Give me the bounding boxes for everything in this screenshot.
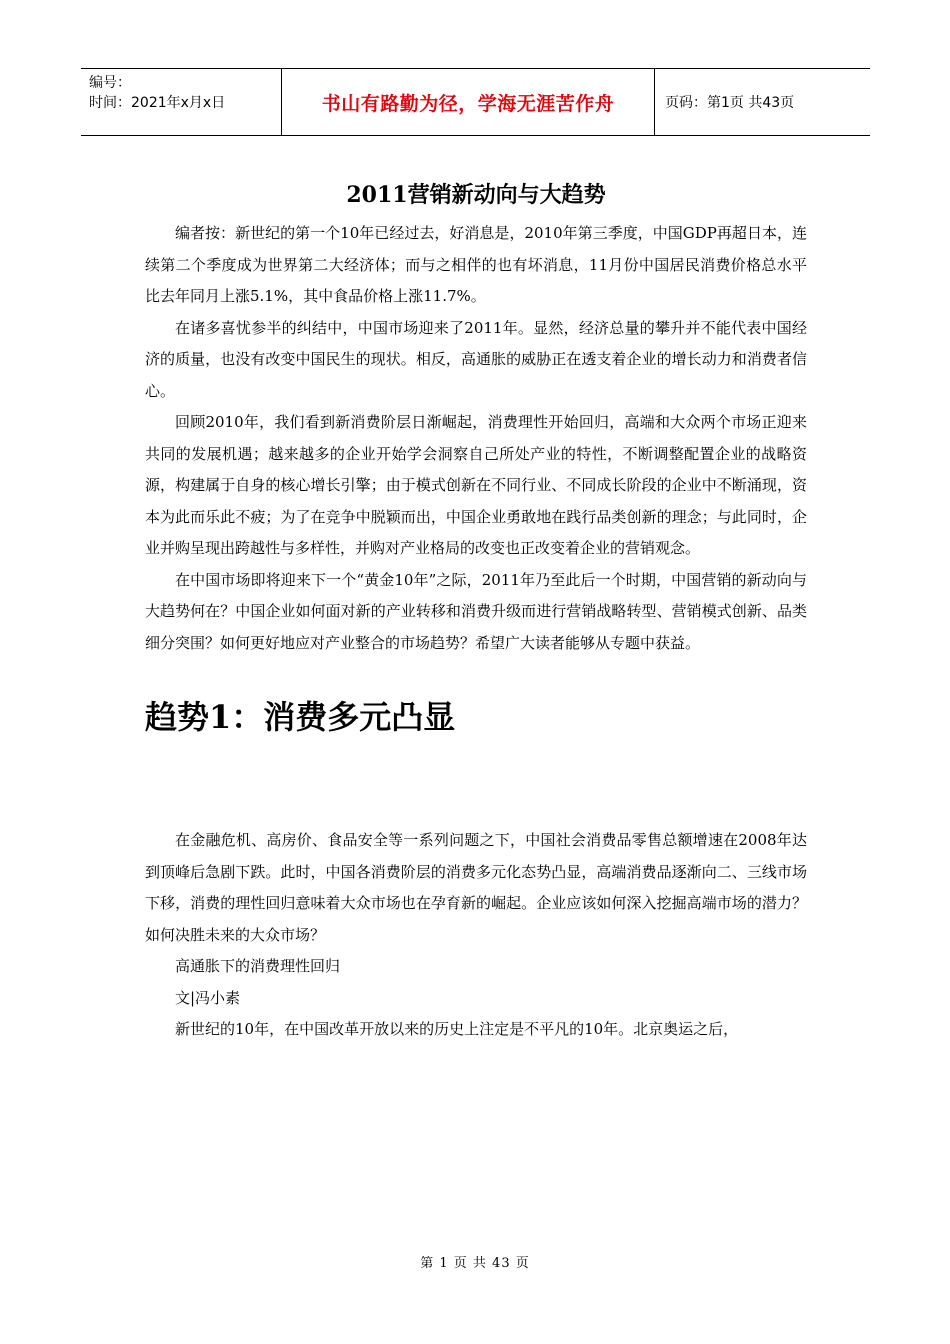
header-motto: 书山有路勤为径，学海无涯苦作舟: [321, 92, 615, 115]
document-title: 2011营销新动向与大趋势: [346, 182, 606, 208]
header-left-cell: [81, 69, 281, 135]
document-date-label: 时间：2021年x月x日: [89, 95, 226, 111]
header-page-info: 页码：第1页 共43页: [665, 95, 795, 111]
section-heading: 趋势1：消费多元凸显: [145, 698, 456, 736]
document-number-label: 编号：: [89, 75, 131, 91]
page-footer: 第 1 页 共 43 页: [420, 1256, 530, 1271]
header-motto-cell: [281, 69, 655, 135]
section-paragraph: 在金融危机、高房价、食品安全等一系列问题之下，中国社会消费品零售总额增速在2008年达到顶峰后急剧下跌。此时，中国各消费阶层的消费多元化态势凸显，高端消费品逐渐向二、三线市场下移，消费的理性回归意味着大众市场也在孕育新的崛起。企业应该如何深入挖掘高端市场的潜力？如何决胜未来的大众市场？: [145, 831, 807, 944]
header-page-cell: [655, 69, 870, 135]
header-table: [81, 68, 870, 136]
article-first-line: 新世纪的10年，在中国改革开放以来的历史上注定是不平凡的10年。北京奥运之后，: [175, 1020, 739, 1038]
intro-paragraph-4: 在中国市场即将迎来下一个“黄金10年”之际，2011年乃至此后一个时期，中国营销的新动向与大趋势何在？中国企业如何面对新的产业转移和消费升级而进行营销战略转型、营销模式创新、品类细分突围？如何更好地应对产业整合的市场趋势？希望广大读者能够从专题中获益。: [145, 570, 807, 652]
article-author: 文|冯小素: [175, 988, 241, 1007]
intro-paragraph-3: 回顾2010年，我们看到新消费阶层日渐崛起，消费理性开始回归，高端和大众两个市场正迎来共同的发展机遇；越来越多的企业开始学会洞察自己所处产业的特性，不断调整配置企业的战略资源，构建属于自身的核心增长引擎；由于模式创新在不同行业、不同成长阶段的企业中不断涌现，资本为此而乐此不疲；为了在竞争中脱颖而出，中国企业勇敢地在践行品类创新的理念；与此同时，企业并购呈现出跨越性与多样性，并购对产业格局的改变也正改变着企业的营销观念。: [145, 413, 807, 557]
article-subtitle: 高通胀下的消费理性回归: [175, 957, 341, 975]
intro-paragraph-1: 编者按：新世纪的第一个10年已经过去，好消息是，2010年第三季度，中国GDP再超日本，连续第二个季度成为世界第二大经济体；而与之相伴的也有坏消息，11月份中国居民消费价格总水平比去年同月上涨5.1%，其中食品价格上涨11.7%。: [145, 224, 807, 305]
document-body: [145, 180, 807, 1046]
intro-paragraph-2: 在诸多喜忧参半的纠结中，中国市场迎来了2011年。显然，经济总量的攀升并不能代表中国经济的质量，也没有改变中国民生的现状。相反，高通胀的威胁正在透支着企业的增长动力和消费者信心。: [145, 318, 807, 400]
